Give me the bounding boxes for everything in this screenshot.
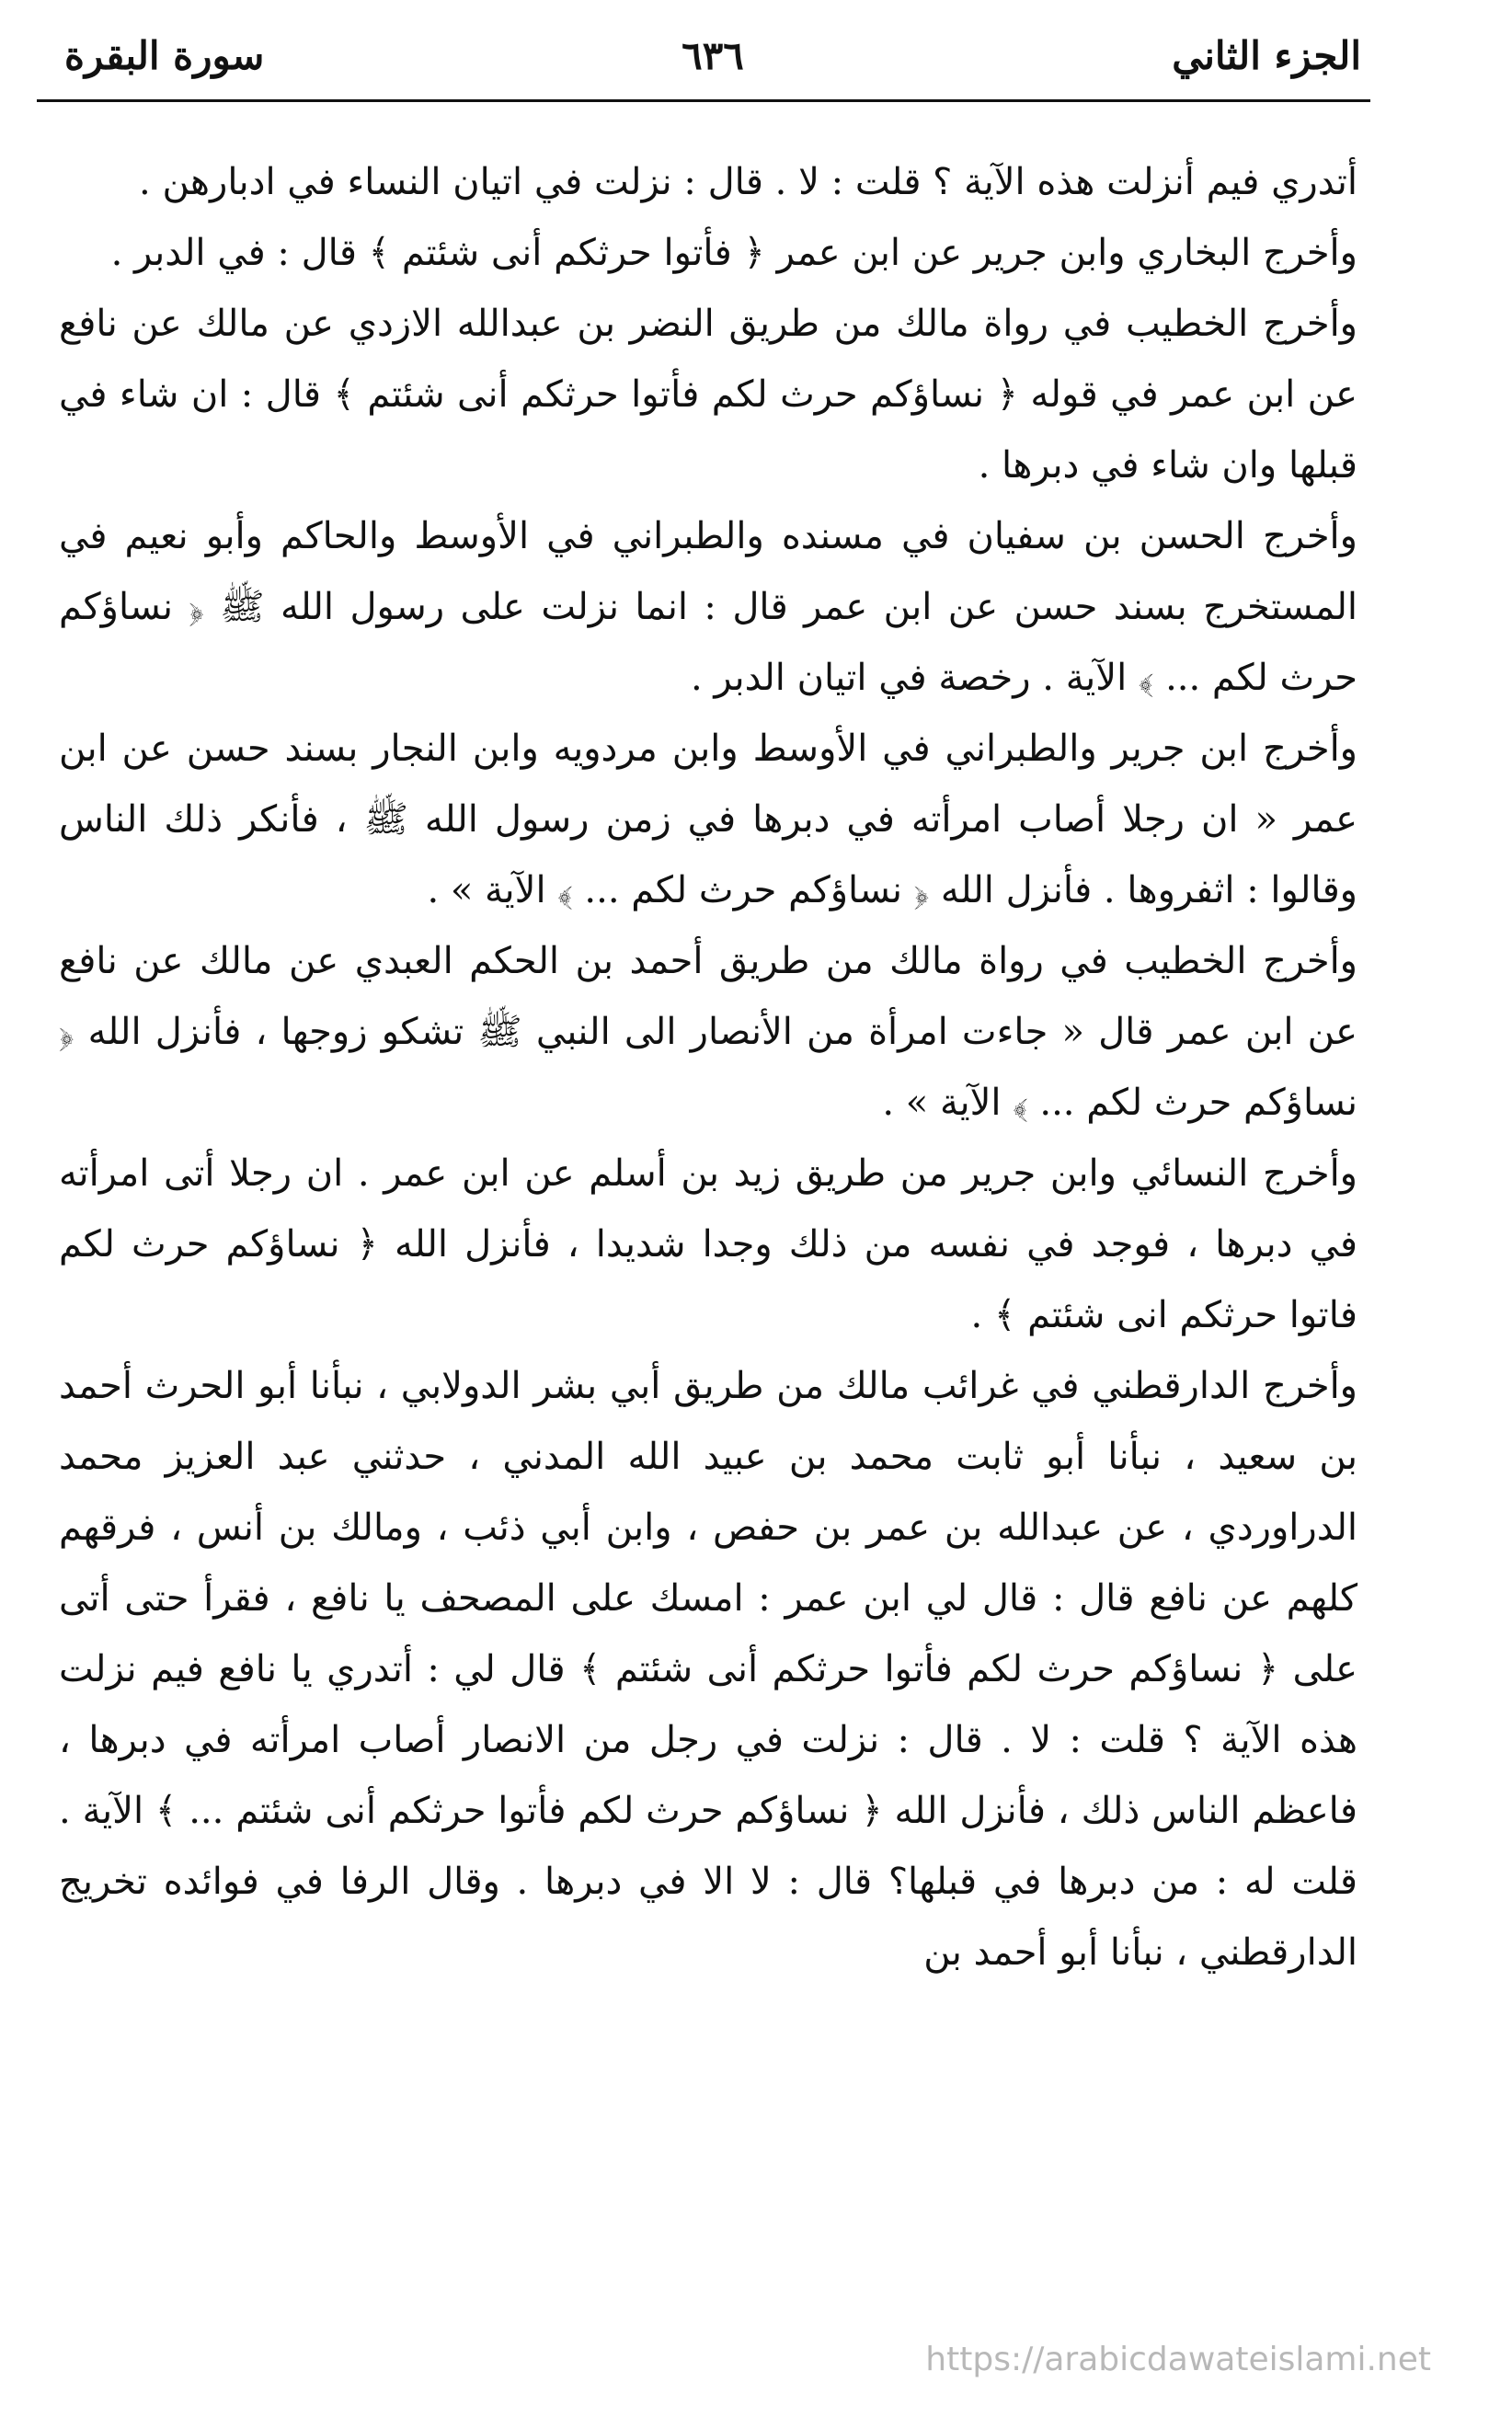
juz-label: الجزء الثاني	[1172, 33, 1361, 78]
paragraph-3: وأخرج الخطيب في رواة مالك من طريق النضر بن عبدالله الازدي عن مالك عن نافع عن ابن عمر في قوله ﴿ نساؤكم حرث لكم فأتوا حرثكم أنى شئتم ﴾ قال : ان شاء في قبلها وان شاء في دبرها .	[59, 303, 1357, 487]
watermark-url: https://arabicdawateislami.net	[925, 2341, 1431, 2378]
paragraph-2: وأخرج البخاري وابن جرير عن ابن عمر ﴿ فأتوا حرثكم أنى شئتم ﴾ قال : في الدبر .	[110, 232, 1357, 274]
paragraph-6: وأخرج الخطيب في رواة مالك من طريق أحمد بن الحكم العبدي عن مالك عن نافع عن ابن عمر قال « جاءت امرأة من الأنصار الى النبي ﷺ تشكو زوجها ، فأنزل الله ﴿ نساؤكم حرث لكم ... ﴾ الآية » .	[59, 940, 1357, 1124]
page-header	[64, 26, 1361, 99]
body-text	[59, 147, 1357, 1988]
header-rule	[37, 99, 1370, 102]
page-number: ٦٣٦	[682, 33, 744, 78]
paragraph-5: وأخرج ابن جرير والطبراني في الأوسط وابن مردويه وابن النجار بسند حسن عن ابن عمر « ان رجلا أصاب امرأته في دبرها في زمن رسول الله ﷺ ، فأنكر ذلك الناس وقالوا : اثفروها . فأنزل الله ﴿ نساؤكم حرث لكم ... ﴾ الآية » .	[59, 727, 1357, 911]
paragraph-8: وأخرج الدارقطني في غرائب مالك من طريق أبي بشر الدولابي ، نبأنا أبو الحرث أحمد بن سعيد ، نبأنا أبو ثابت محمد بن عبيد الله المدني ، حدثني عبد العزيز محمد الدراوردي ، عن عبدالله بن عمر بن حفص ، وابن أبي ذئب ، ومالك بن أنس ، فرقهم كلهم عن نافع قال : قال لي ابن عمر : امسك على المصحف يا نافع ، فقرأ حتى أتى على ﴿ نساؤكم حرث لكم فأتوا حرثكم أنى شئتم ﴾ قال لي : أتدري يا نافع فيم نزلت هذه الآية ؟ قلت : لا . قال : نزلت في رجل من الانصار أصاب امرأته في دبرها ، فاعظم الناس ذلك ، فأنزل الله ﴿ نساؤكم حرث لكم فأتوا حرثكم أنى شئتم ... ﴾ الآية . قلت له : من دبرها في قبلها؟ قال : لا الا في دبرها . وقال الرفا في فوائده تخريج الدارقطني ، نبأنا أبو أحمد بن	[59, 1365, 1357, 1974]
paragraph-1: أتدري فيم أنزلت هذه الآية ؟ قلت : لا . قال : نزلت في اتيان النساء في ادبارهن .	[139, 161, 1357, 203]
surah-label: سورة البقرة	[64, 33, 265, 78]
paragraph-7: وأخرج النسائي وابن جرير من طريق زيد بن أسلم عن ابن عمر . ان رجلا أتى امرأته في دبرها ، فوجد في نفسه من ذلك وجدا شديدا ، فأنزل الله ﴿ نساؤكم حرث لكم فاتوا حرثكم انى شئتم ﴾ .	[59, 1152, 1357, 1336]
paragraph-4: وأخرج الحسن بن سفيان في مسنده والطبراني في الأوسط والحاكم وأبو نعيم في المستخرج بسند حسن عن ابن عمر قال : انما نزلت على رسول الله ﷺ ﴿ نساؤكم حرث لكم ... ﴾ الآية . رخصة في اتيان الدبر .	[59, 515, 1358, 699]
